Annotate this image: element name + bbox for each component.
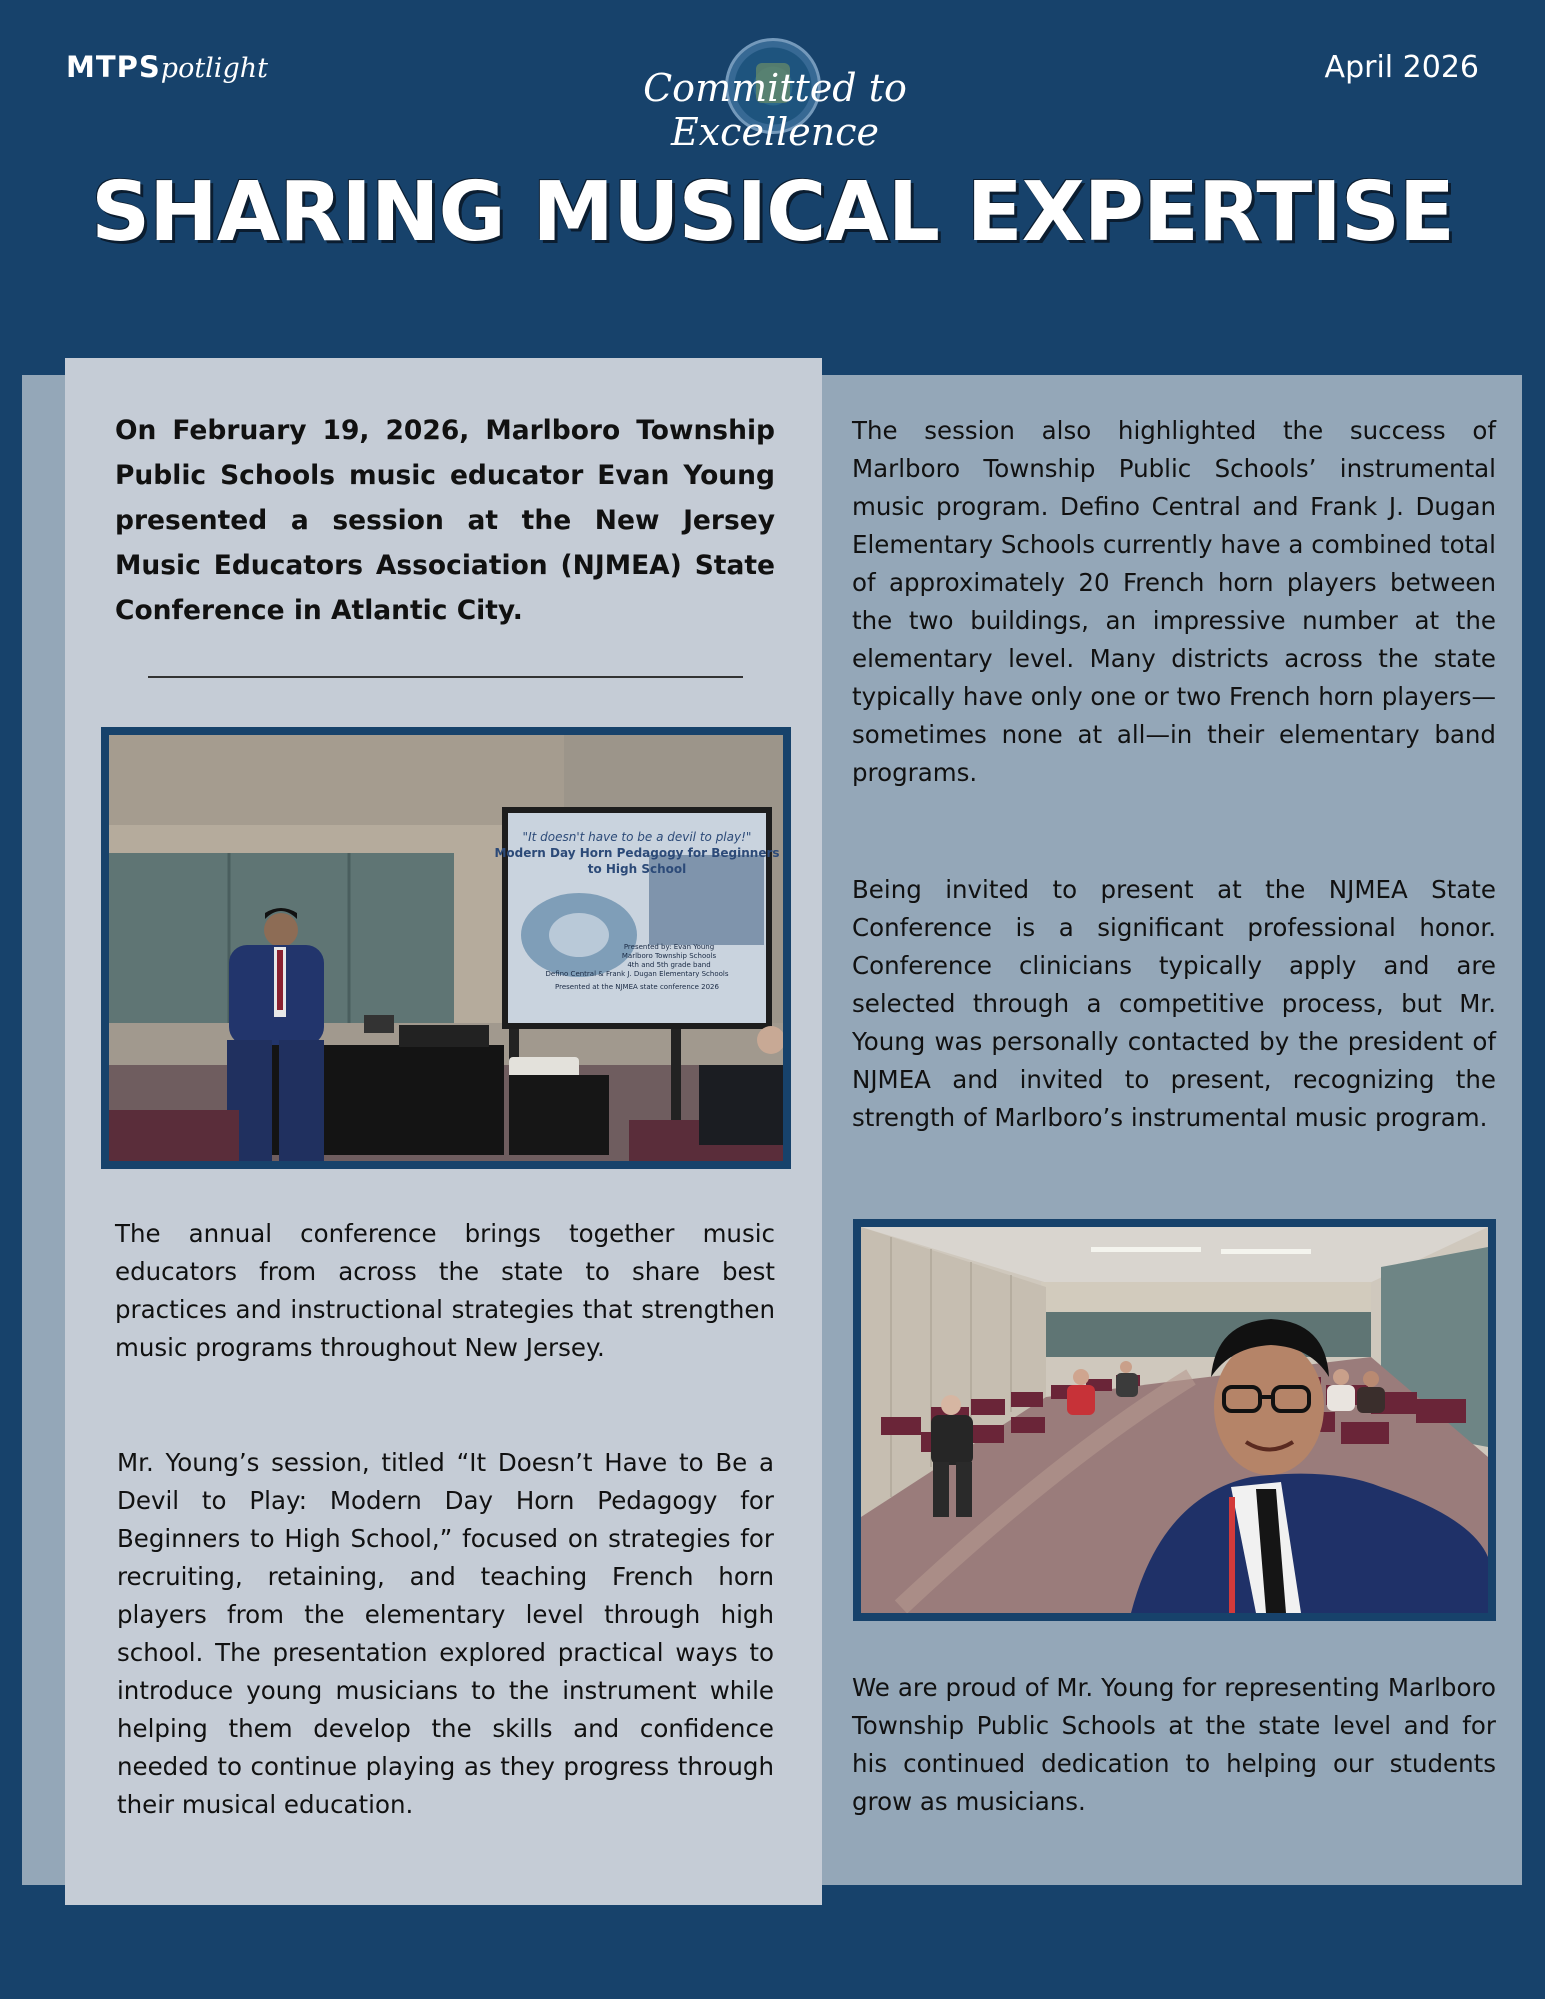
brand-logo: [66, 50, 268, 84]
session-paragraph: Mr. Young’s session, titled “It Doesn’t Have to Be a Devil to Play: Modern Day Horn Pedagogy for Beginners to High School,” focused on strategies for recruiting, retaining, and teaching French horn players from the elementary level through high school. The presentation explored practical ways to introduce young musicians to the instrument while helping them develop the skills and confidence needed to continue playing as they progress through their musical education.: [117, 1448, 774, 1819]
program-success-paragraph: The session also highlighted the success of Marlboro Township Public Schools’ instrumental music program. Defino Central and Frank J. Dugan Elementary Schools currently have a combined total of approximately 20 French horn players between the two buildings, an impressive number at the elementary level. Many districts across the state typically have only one or two French horn players—sometimes none at all—in their elementary band programs.: [852, 416, 1496, 787]
slide-credit-3: 4th and 5th grade band: [627, 961, 711, 969]
slide-credit-2: Marlboro Township Schools: [621, 952, 717, 960]
presentation-photo-image: [109, 735, 783, 1161]
conference-paragraph: The annual conference brings together music educators from across the state to share best practices and instructional strategies that strengthen music programs throughout New Jersey.: [115, 1219, 775, 1362]
selfie-photo-image: [861, 1227, 1488, 1613]
issue-date: April 2026: [1324, 50, 1479, 85]
presentation-photo: [101, 727, 791, 1169]
selfie-photo: [853, 1219, 1496, 1621]
slide-line-2: Modern Day Horn Pedagogy for Beginners: [494, 846, 780, 860]
brand-script: potlight: [160, 53, 268, 84]
tagline-text: Committed to Excellence: [643, 66, 907, 154]
tagline-logo: [560, 38, 990, 154]
page-title: SHARING MUSICAL EXPERTISE: [91, 165, 1454, 260]
honor-paragraph: Being invited to present at the NJMEA State Conference is a significant professional honor. Conference clinicians typically apply and are selected through a competitive process, but Mr. Young was personally contacted by the president of NJMEA and invited to present, recognizing the strength of Marlboro’s instrumental music program.: [852, 875, 1496, 1132]
slide-credit-5: Presented at the NJMEA state conference 2026: [555, 983, 719, 991]
slide-line-3: to High School: [587, 862, 687, 876]
divider-line: [148, 676, 743, 678]
lead-paragraph: On February 19, 2026, Marlboro Township Public Schools music educator Evan Young presented a session at the New Jersey Music Educators Association (NJMEA) State Conference in Atlantic City.: [115, 415, 775, 626]
slide-credit-1: Presented by: Evan Young: [623, 943, 715, 951]
slide-credit-4: Defino Central & Frank J. Dugan Elementary Schools: [545, 970, 729, 978]
brand-main: MTPS: [66, 50, 161, 84]
closing-paragraph: We are proud of Mr. Young for representing Marlboro Township Public Schools at the state level and for his continued dedication to helping our students grow as musicians.: [852, 1673, 1496, 1816]
slide-line-1: "It doesn't have to be a devil to play!": [522, 830, 752, 844]
